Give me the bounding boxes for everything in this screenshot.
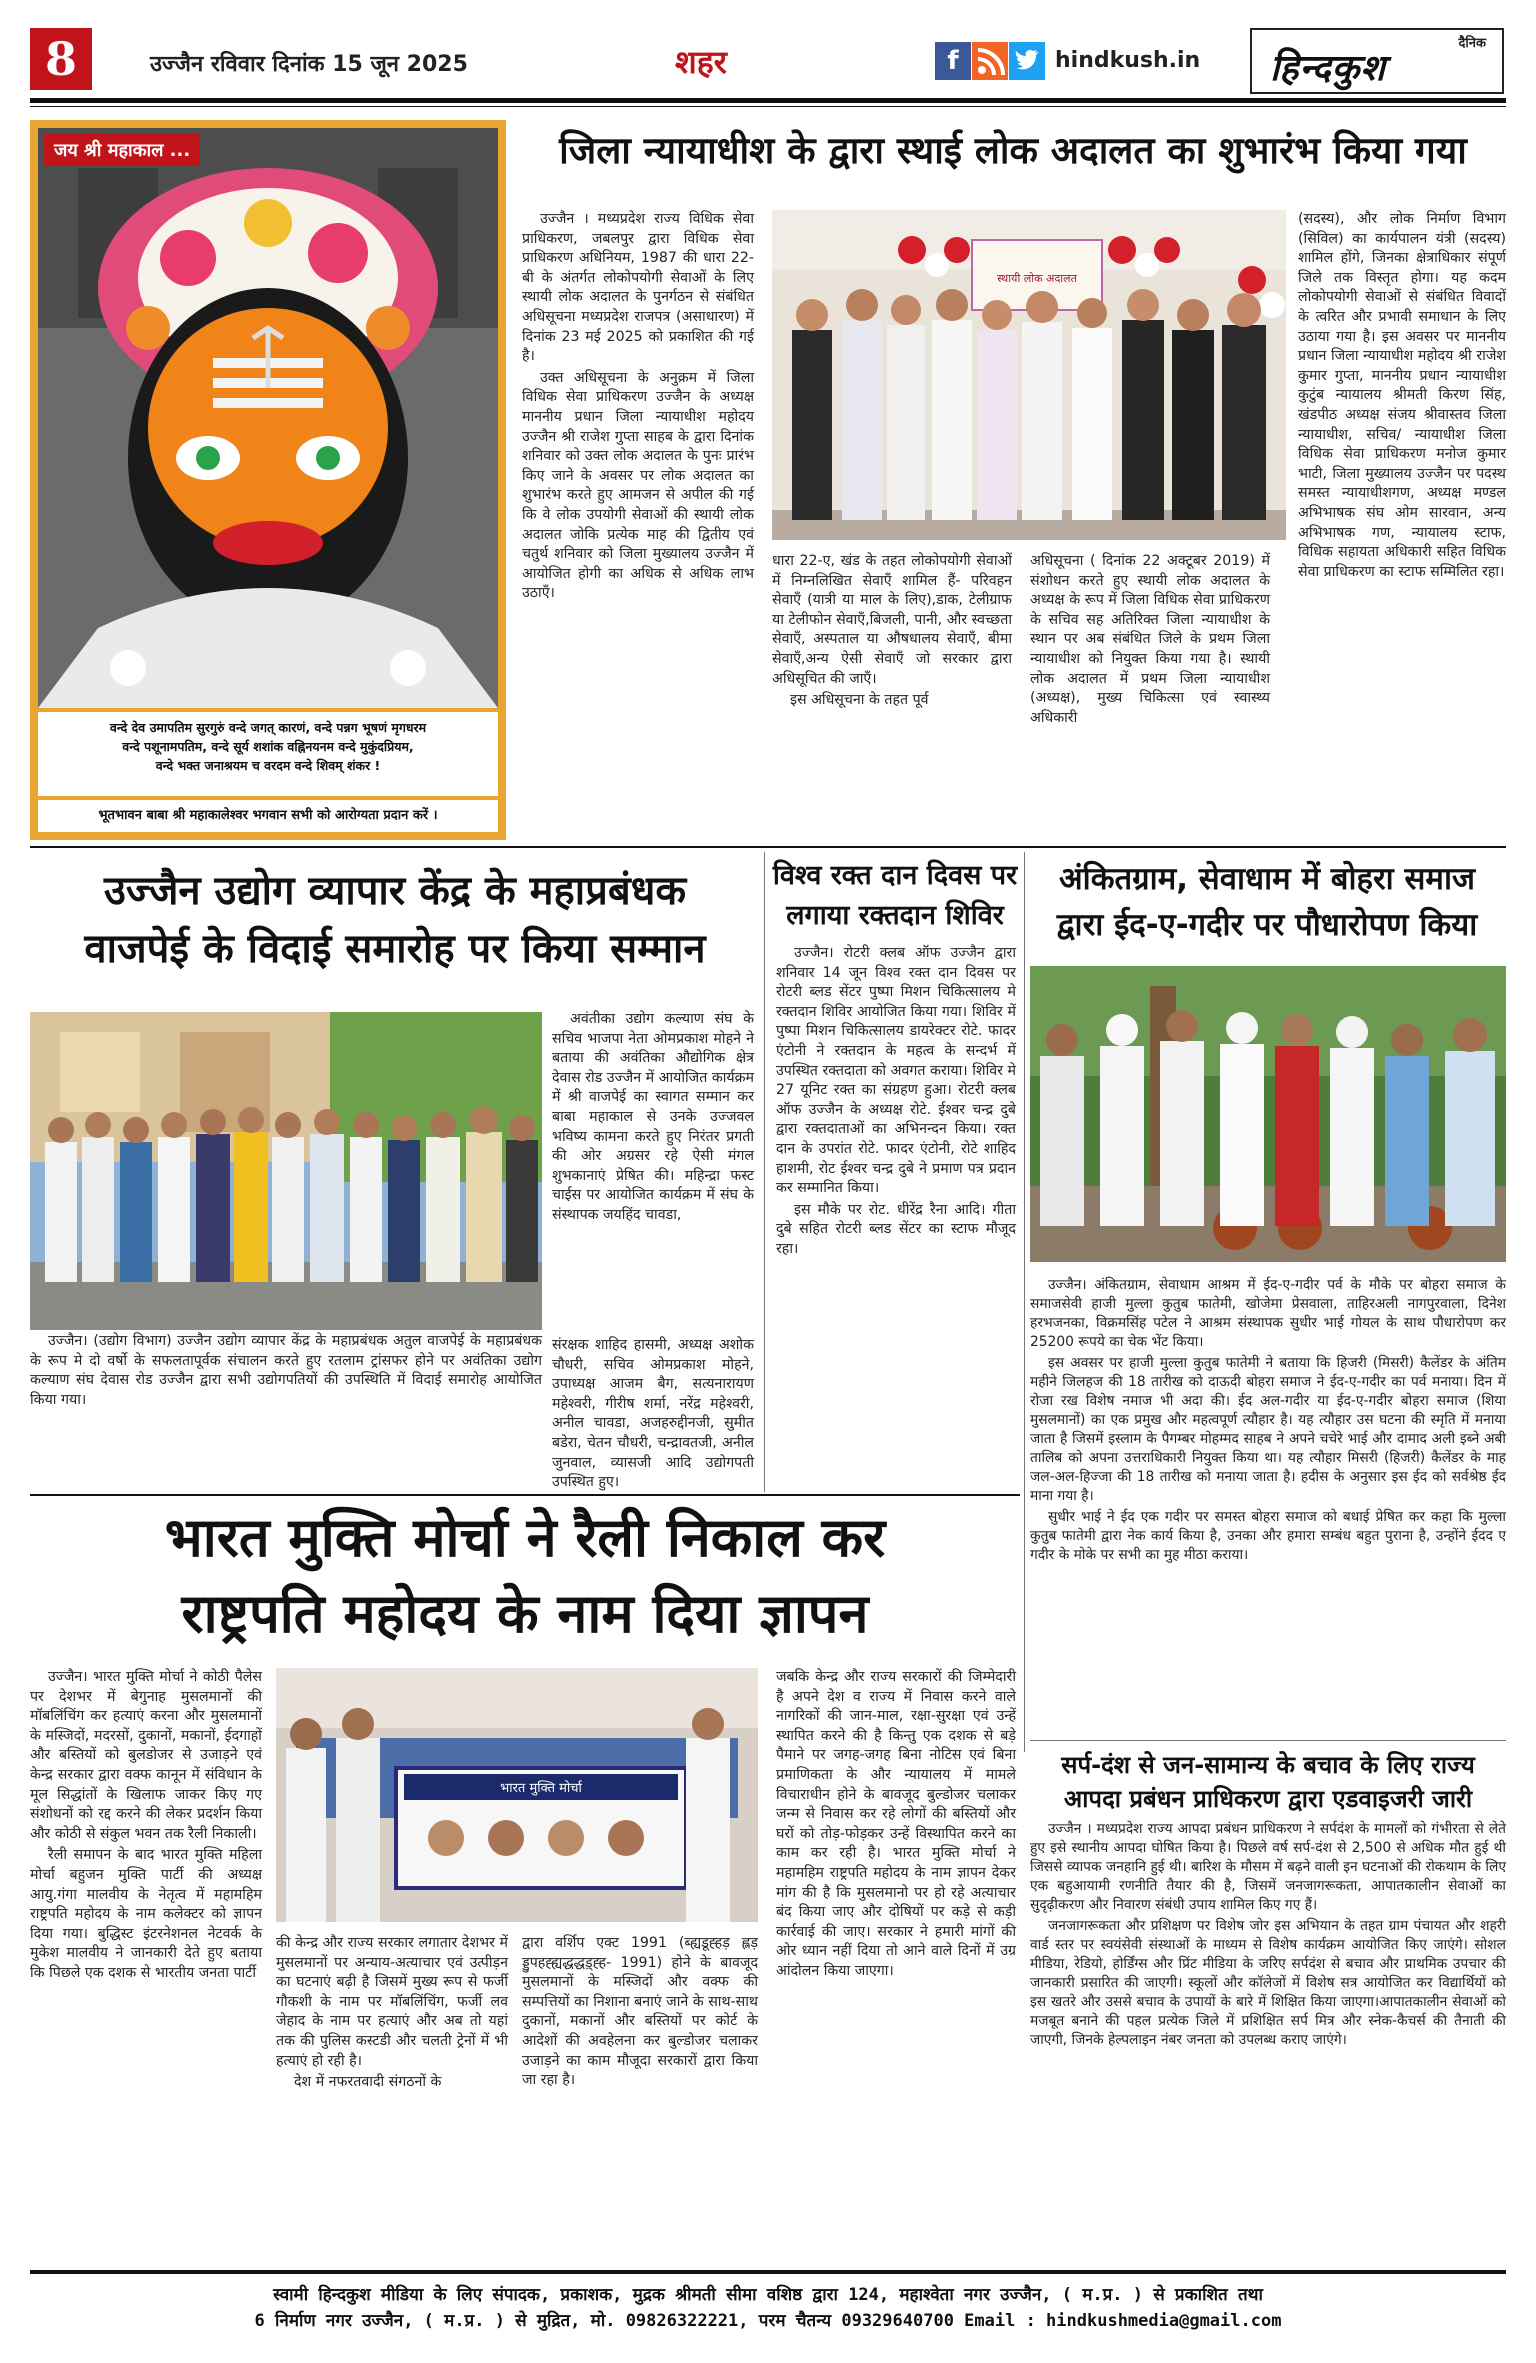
mahakal-label (44, 134, 200, 166)
blood-headline (770, 856, 1020, 936)
paragraph: की केन्द्र और राज्य सरकार लगातार देशभर में मुसलमानों पर अन्याय-अत्याचार एवं उत्पीड़न का घटनाएं बढ़ी है जिसमें मुख्य रूप से फर्जी गौकशी के नाम पर मॉबलिंचिंग, फर्जी लव जेहाद के नाम पर हत्याएं और अब तो यहां तक की पुलिस कस्टडी और चलती ट्रेनों में भी हत्याएं हो रही है। (276, 1935, 508, 2069)
mahakal-photo (38, 128, 498, 708)
morcha-headline-line: भारत मुक्ति मोर्चा ने रैली निकाल कर (164, 1506, 886, 1569)
imprint (30, 2282, 1506, 2334)
paragraph: (सदस्य), और लोक निर्माण विभाग (सिविल) का कार्यपालन यंत्री (सदस्य) शामिल होंगे, जिनका क्षेत्राधिकार संपूर्ण जिले तक विस्तृत होगा। यह कदम लोकोपयोगी सेवाओं से संबंधित विवादों के त्वरित और प्रभावी समाधान के लिए उठाया गया है। इस अवसर पर माननीय प्रधान जिला न्यायाधीश महोदय श्री राजेश कुमार गुप्ता, माननीय प्रधान न्यायाधीश कुटुंब न्यायालय श्रीमती किरण सिंह, खंडपीठ अध्यक्ष संजय श्रीवास्तव जिला न्यायाधीश, सचिव/ न्यायाधीश जिला विधिक सेवा प्राधिकरण मनोज कुमार भाटी, जिला मुख्यालय उज्जैन पर पदस्थ समस्त न्यायाधीशगण, अध्यक्ष मण्डल अभिभाषक संघ ओम सारवान, अन्य अभिभाषक गण, न्यायालय स्टाफ, विधिक सहायता अधिकारी सहित विधिक सेवा प्राधिकरण का स्टाफ सम्मिलित रहा। (1298, 211, 1506, 580)
lok-adalat-col2 (772, 552, 1012, 830)
page-number-box (30, 28, 92, 90)
blood-text (776, 944, 1016, 1472)
blood-headline-line: लगाया रक्तदान शिविर (786, 900, 1004, 931)
paragraph: संरक्षक शाहिद हासमी, अध्यक्ष अशोक चौधरी, सचिव ओमप्रकाश मोहने, उपाध्यक्ष आजम बैग, सत्यनारायण महेश्वरी, गीरीष शर्मा, नरेंद्र महेश्वरी, अनील चावडा, अजहरुद्दीनजी, सुमीत बडेरा, चेतन चौधरी, चन्द्रावतजी, अनील जुनवाल, व्यासजी आदि उद्योगपती उपस्थित हुए। (552, 1337, 754, 1491)
udyog-side-text (552, 1010, 754, 1336)
banner-text: स्थायी लोक अदालत (997, 272, 1077, 285)
snake-headline-line: सर्प-दंश से जन-सामान्य के बचाव के लिए राज्य (1061, 1751, 1475, 1779)
hymn-line: वन्दे भक्त जनाश्रयम च वरदम वन्दे शिवम् शंकर ! (155, 758, 381, 773)
morcha-col1 (30, 1668, 262, 2258)
paragraph: इस अवसर पर हाजी मुल्ला कुतुब फातेमी ने बताया कि हिजरी (मिसरी) कैलेंडर के अंतिम महीने जिलहज की 18 तारीख को दाऊदी बोहरा समाज ने ईद-ए-गदीर का पर्व मनाया। दिन में रोजा रख विशेष नमाज भी अदा की। ईद अल-गदीर या ईद-ए-गदीर बोहरा समाज (शिया मुसलमानों) का एक प्रमुख और महत्वपूर्ण त्यौहार है। यह त्यौहार उस घटना की स्मृति में मनाया जाता है जिसमें इस्लाम के पैगम्बर मोहम्मद साहब ने अपने चचेरे भाई और दामाद अली इब्ने अबी तालिब को अपना उत्तराधिकारी नियुक्त किया था। यह त्यौहार मिसरी (हिजरी) कैलेंडर के माह जल-अल-हिज्जा की 18 तारीख को मनाया जाता है। हदीस के अनुसार इस ईद को सर्वश्रेष्ठ ईद माना गया है। (1030, 1355, 1506, 1504)
facebook-icon[interactable]: f (935, 42, 971, 80)
paragraph: द्वारा वर्शिप एक्ट 1991 (ब्ह्यडूह्हड़ ह्लड़ ड्डुपहह्ह्यद्धद्धड़्ह्ह- 1991) होने के बावजूद मुसलमानों के मस्जिदों और वक्फ की सम्पत्तियों का निशाना बनाएं जाने के साथ-साथ दुकानों, मकानों और बस्तियों पर कोर्ट के आदेशों की अवहेलना कर बुल्डोजर चलाकर उजाड़ने का काम मौजूदा सरकारों द्वारा किया जा रहा है। (522, 1935, 758, 2089)
snake-text (1030, 1820, 1506, 2260)
paragraph: जनजागरूकता और प्रशिक्षण पर विशेष जोर इस अभियान के तहत ग्राम पंचायत और शहरी वार्ड स्तर पर स्वयंसेवी संस्थाओं के माध्यम से विशेष कार्यक्रम आयोजित किए जाएंगे। सोशल मीडिया, रेडियो, होर्डिंग्स और प्रिंट मीडिया के जरिए सर्पदंश से बचाव और प्राथमिक उपचार की जानकारी प्रसारित की जाएगी। स्कूलों और कॉलेजों में विशेष सत्र आयोजित कर विद्यार्थियों को इस खतरे और उससे बचाव के उपायों के बारे में शिक्षित किया जाएगा।आपातकालीन सेवाओं को मजबूत बनाने की पहल प्रत्येक जिले में प्रशिक्षित सर्प मित्र और स्नेक-कैचर्स की तैनाती की जाएगी, जिनके हेल्पलाइन नंबर जनता को उपलब्ध कराए जाएंगे। (1030, 1918, 1506, 2048)
masthead-rule (30, 98, 1506, 103)
morcha-col3 (522, 1934, 758, 2258)
bohra-photo (1030, 966, 1506, 1262)
banner-text: भारत मुक्ति मोर्चा (500, 1781, 582, 1796)
paragraph: रैली समापन के बाद भारत मुक्ति महिला मोर्चा बहुजन मुक्ति पार्टी की अध्यक्ष आयु.गंगा मालवीय के नेतृत्व में महामहिम राष्ट्रपति महोदय के नाम कलेक्टर को ज्ञापन दिया गया। बुद्धिस्ट इंटरनेशनल नेटवर्क के मुकेश मालवीय ने जानकारी देते हुए बताया कि पिछले एक दशक से भारतीय जनता पार्टी (30, 1847, 262, 1981)
udyog-headline (30, 862, 760, 978)
rss-icon[interactable] (972, 42, 1008, 80)
lok-adalat-col1 (522, 210, 754, 830)
mahakal-blessing: भूतभावन बाबा श्री महाकालेश्वर भगवान सभी को आरोग्यता प्रदान करें । (38, 800, 498, 832)
imprint-line: स्वामी हिन्दकुश मीडिया के लिए संपादक, प्रकाशक, मुद्रक श्रीमती सीमा वशिष्ठ द्वारा 124, महाश्वेता नगर उज्जैन, ( म.प्र. ) से प्रकाशित तथा (273, 2285, 1263, 2305)
snake-headline-line: आपदा प्रबंधन प्राधिकरण द्वारा एडवाइजरी जारी (1063, 1785, 1473, 1813)
paragraph: देश में नफरतवादी संगठनों के (294, 2074, 442, 2091)
masthead-rule-thin (30, 106, 1506, 107)
udyog-bottom-right (552, 1336, 754, 1491)
bohra-text (1030, 1276, 1506, 1702)
section-divider (30, 846, 1506, 848)
column-divider (764, 852, 765, 1492)
paragraph: इस मौके पर रोट. धीरेंद्र रैना आदि। गीता दुबे सहित रोटरी ब्लड सेंटर का स्टाफ मौजूद रहा। (776, 1201, 1016, 1257)
bohra-headline-line: द्वारा ईद-ए-गदीर पर पौधारोपण किया (1056, 907, 1478, 943)
lok-adalat-photo (772, 210, 1286, 540)
lok-adalat-col4 (1298, 210, 1506, 830)
bohra-headline-line: अंकितग्राम, सेवाधाम में बोहरा समाज (1058, 861, 1475, 897)
paragraph: उज्जैन। अंकितग्राम, सेवाधाम आश्रम में ईद-ए-गदीर पर्व के मौके पर बोहरा समाज के समाजसेवी हाजी मुल्ला कुतुब फातेमी, खोजेमा प्रेसवाला, ताहिरअली नागपुरवाला, दिनेश हरभजनका, विक्रमसिंह पटेल ने आश्रम संस्थापक सुधीर भाई गोयल के साथ पौधारोपण कर 25200 रूपये का चेक भेंट किया। (1030, 1277, 1506, 1350)
paragraph: उज्जैन । मध्यप्रदेश राज्य विधिक सेवा प्राधिकरण, जबलपुर द्वारा विधिक सेवा प्राधिकरण अधिनियम, 1987 की धारा 22-बी के अंतर्गत लोकोपयोगी सेवाओं के लिए स्थायी लोक अदालत के पुनर्गठन से संबंधित अधिसूचना मध्यप्रदेश राजपत्र (असाधारण) में दिनांक 23 मई 2025 को प्रकाशित की गई है। (522, 211, 754, 365)
paragraph: सुधीर भाई ने ईद एक गदीर पर समस्त बोहरा समाज को बधाई प्रेषित कर कहा कि मुल्ला कुतुब फातेमी द्वारा नेक कार्य किया है, उनका और हमारा सम्बंध बहुत पुराना है, उन्होंने ईदद ए गदीर के मोके पर सभी का मुह मीठा कराया। (1030, 1509, 1506, 1563)
hymn-line: वन्दे पशूनामपतिम, वन्दे सूर्य शशांक वह्निनयनम वन्दे मुकुंदप्रियम, (122, 739, 414, 754)
morcha-col4 (776, 1668, 1016, 2258)
paragraph: धारा 22-ए, खंड के तहत लोकोपयोगी सेवाओं में निम्नलिखित सेवाएँ शामिल हैं- परिवहन सेवाएँ (यात्री या माल के लिए),डाक, टेलीग्राफ या टेलीफोन सेवाएँ,बिजली, पानी, और स्वच्छता सेवाएँ, अस्पताल या औषधालय सेवाएँ, बीमा सेवाएँ,अन्य ऐसी सेवाएँ जो सरकार द्वारा अधिसूचित की जाएँ। (772, 553, 1012, 687)
paragraph: उज्जैन। भारत मुक्ति मोर्चा ने कोठी पैलेस पर देशभर में बेगुनाह मुसलमानों की मॉबलिंचिंग कर हत्याएं करना और मुसलमानों के मस्जिदों, मदरसों, दुकानों, मकानों, ईदगाहों और बस्तियों को बुलडोजर से उजाड़ने एवं केन्द्र सरकार द्वारा वक्फ कानून में संविधान के मूल सिद्धांतों के खिलाफ जाकर किए गए संशोधनों को रद्द करने की लेकर प्रदर्शन किया और कोठी से संकुल भवन तक रैली निकाली। (30, 1669, 262, 1842)
dateline: उज्जैन रविवार दिनांक 15 जून 2025 (150, 52, 468, 77)
morcha-headline (30, 1500, 1020, 1652)
paragraph: अधिसूचना ( दिनांक 22 अक्टूबर 2019) में संशोधन करते हुए स्थायी लोक अदालत के अध्यक्ष के रूप में जिला विधिक सेवा प्राधिकरण के सचिव सह अतिरिक्त जिला न्यायाधीश के स्थान पर अब संबंधित जिले के प्रथम जिला न्यायाधीश को नियुक्त किया गया है। स्थायी लोक अदालत में प्रथम जिला न्यायाधीश (अध्यक्ष), मुख्य चिकित्सा एवं स्वास्थ्य अधिकारी (1030, 553, 1270, 726)
morcha-headline-line: राष्ट्रपति महोदय के नाम दिया ज्ञापन (181, 1582, 869, 1645)
twitter-icon[interactable] (1009, 42, 1045, 80)
paper-tagline: दैनिक (1458, 36, 1486, 51)
blood-headline-line: विश्व रक्त दान दिवस पर (772, 860, 1018, 891)
hymn-line: वन्दे देव उमापतिम सुरगुरुं वन्दे जगत् कारणं, वन्दे पन्नग भूषणं मृगधरम (109, 720, 427, 735)
bohra-headline (1028, 856, 1506, 948)
lok-adalat-col3 (1030, 552, 1270, 830)
paragraph: उज्जैन। (उद्योग विभाग) उज्जैन उद्योग व्यापार केंद्र के महाप्रबंधक अतुल वाजपेई के महाप्रबंधक के रूप मे दो वर्षो के सफलतापूर्वक संचालन करते हुए रतलाम ट्रांसफर होने पर अवंतिका उद्योग कल्याण संघ देवास रोड उज्जैन द्वारा सभी उद्योगपतियों की उपस्थिति में विदाई समारोह आयोजित किया गया। (30, 1333, 542, 1408)
morcha-photo (276, 1668, 758, 1922)
paper-logo (1250, 28, 1504, 94)
page-number: 8 (44, 32, 77, 86)
mahakal-panel (30, 120, 506, 840)
social-links (935, 42, 1045, 80)
section-divider (30, 1494, 1020, 1496)
section-divider (1030, 1740, 1506, 1741)
paragraph: अवंतीका उद्योग कल्याण संघ के सचिव भाजपा नेता ओमप्रकाश मोहने ने बताया की अवंतिका औद्योगिक क्षेत्र देवास रोड उज्जैन में आयोजित कार्यक्रम में श्री वाजपेई का स्वागत सम्मान कर बाबा महाकाल से उनके उज्जवल भविष्य कामना करते हुए निरंतर प्रगती की ओर अग्रसर रहे ऐसी मंगल शुभकानाएं प्रेषित की। महिन्द्रा फस्ट चाईस पर आयोजित कार्यक्रम में संघ के संस्थापक जयहिंद चावडा, (552, 1011, 754, 1223)
udyog-headline-line: उज्जैन उद्योग व्यापार केंद्र के महाप्रबंधक (103, 868, 687, 914)
udyog-bottom-left (30, 1332, 542, 1472)
snake-headline (1030, 1748, 1506, 1816)
website[interactable]: hindkush.in (1055, 48, 1201, 73)
paragraph: उज्जैन । मध्यप्रदेश राज्य आपदा प्रबंधन प्राधिकरण ने सर्पदंश के मामलों को गंभीरता से लेते हुए इसे स्थानीय आपदा घोषित किया है। पिछले वर्ष सर्प-दंश से 2,500 से अधिक मौत हुई थी जिससे व्यापक जनहानि हुई थी। बारिश के मौसम में बढ़ने वाली इन घटनाओं की रोकथाम के लिए एक बहुआयामी रणनीति तैयार की है, जिसमें जनजागरूकता, आपातकालीन सेवाओं का सुदृढ़ीकरण और निवारण संबंधी उपाय शामिल किए गए हैं। (1030, 1821, 1506, 1913)
udyog-photo (30, 1012, 542, 1330)
masthead (30, 28, 1506, 98)
paragraph: इस अधिसूचना के तहत पूर्व (790, 692, 929, 709)
lok-adalat-headline: जिला न्यायाधीश के द्वारा स्थाई लोक अदालत का शुभारंभ किया गया (559, 129, 1467, 172)
paragraph: उज्जैन। रोटरी क्लब ऑफ उज्जैन द्वारा शनिवार 14 जून विश्व रक्त दान दिवस पर रोटरी ब्लड सेंटर पुष्पा मिशन चिकित्सालय मे रक्तदान शिविर आयोजित किया गया। शिविर में पुष्पा मिशन चिकित्सालय डायरेक्टर रोटे. फादर एंटोनी ने रक्तदान के महत्व के सन्दर्भ में उपस्थित रक्तदाता को अवगत कराया। शिविर मे 27 यूनिट रक्त का संग्रहण हुआ। रोटरी क्लब ऑफ उज्जैन के अध्यक्ष रोटे. ईश्वर चन्द्र दुबे द्वारा रक्तदाताओं का अभिनन्दन किया। रक्त दान के उपरांत रोटे. फादर एंटोनी, रोटे शाहिद हाशमी, रोट ईश्वर चन्द्र दुबे ने प्रमाण पत्र प्रदान कर सम्मानित किया। (776, 945, 1016, 1197)
mahakal-label-text: जय श्री महाकाल ... (54, 140, 191, 161)
paragraph: जबकि केन्द्र और राज्य सरकारों की जिम्मेदारी है अपने देश व राज्य में निवास करने वाले नागरिकों की जान-माल, रक्षा-सुरक्षा एवं उन्हें स्थापित करने की है किन्तु एक दशक से बड़े पैमाने पर जगह-जगह बिना नोटिस एवं बिना प्रमाणिकता के और न्यायालय में मामले विचाराधीन होने के बावजूद बुल्डोजर चलाकर जन्म से निवास कर रहे लोगों की बस्तियों और घरों को तोड़-फोड़कर उन्हें विस्थापित करने का काम कर रही है। भारत मुक्ति मोर्चा ने महामहिम राष्ट्रपति महोदय के नाम ज्ञापन देकर मांग की है कि मुसलमानो पर हो रहे अत्याचार बंद किया जाए और दोषियों पर कड़े से कड़ी कार्रवाई की जाए। सरकार ने हमारी मांगों की ओर ध्यान नहीं दिया तो आने वाले दिनों में उग्र आंदोलन किया जाएगा। (776, 1669, 1016, 1979)
section-name: शहर (675, 43, 727, 81)
udyog-headline-line: वाजपेई के विदाई समारोह पर किया सम्मान (84, 926, 706, 972)
mahakal-hymn (38, 712, 498, 796)
paragraph: उक्त अधिसूचना के अनुक्रम में जिला विधिक सेवा प्राधिकरण उज्जैन के अध्यक्ष माननीय प्रधान जिला न्यायाधीश महोदय उज्जैन श्री राजेश गुप्ता साहब के द्वारा दिनांक शनिवार को उक्त लोक अदालत के पुनः प्रारंभ किए जाने के अवसर पर लोक अदालत का शुभारंभ करते हुए आमजन से अपील की गई कि वे लोक उपयोगी सेवाओं की स्थायी लोक अदालत जोकि प्रत्येक माह की द्वितीय एवं चतुर्थ शनिवार को जिला मुख्यालय उज्जैन में आयोजित होगी का अधिक से अधिक लाभ उठाएँ। (522, 369, 754, 602)
footer-rule (30, 2270, 1506, 2274)
paper-name: हिन्दकुश (1270, 47, 1386, 89)
morcha-col2 (276, 1934, 508, 2258)
imprint-line: 6 निर्माण नगर उज्जैन, ( म.प्र. ) से मुद्रित, मो. 09826322221, परम चैतन्य 09329640700 Email : hindkushmedia@gmail.com (254, 2311, 1282, 2331)
column-divider (1024, 852, 1025, 1752)
